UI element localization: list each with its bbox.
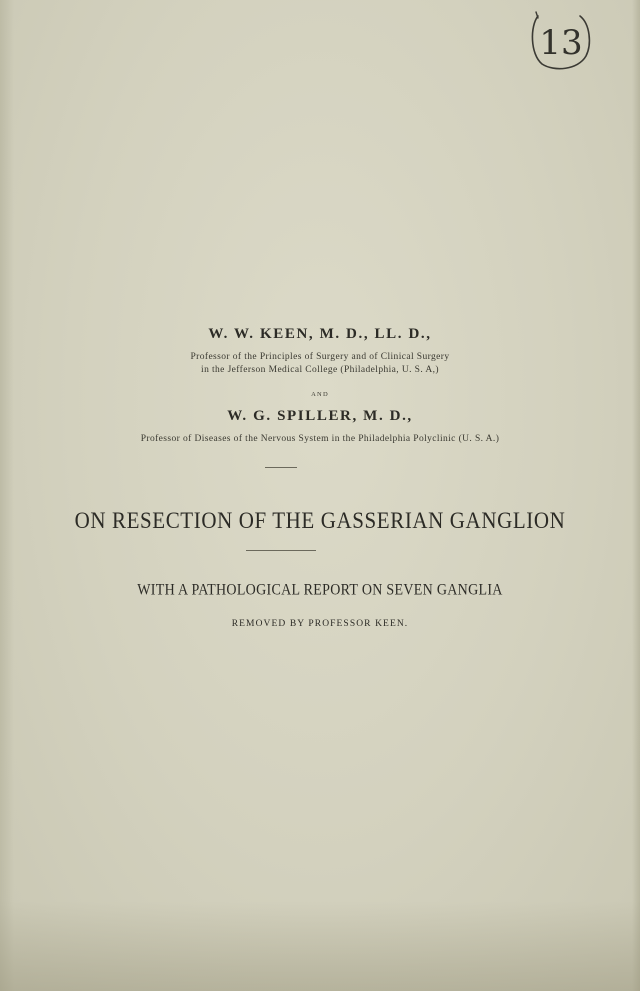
stamp-number: 13: [539, 23, 583, 63]
handwritten-number-stamp: [528, 10, 592, 72]
author-affiliation-line: in the Jefferson Medical College (Philadelphia, U. S. A,): [201, 365, 439, 375]
title-divider: [246, 550, 316, 551]
removed-by-note: REMOVED BY PROFESSOR KEEN.: [231, 619, 409, 629]
page-left-edge-shading: [0, 0, 14, 991]
page-right-edge-shading: [632, 0, 640, 991]
author-affiliation-line: Professor of the Principles of Surgery and of Clinical Surgery: [190, 352, 450, 362]
author-name-keen: W. W. KEEN, M. D., LL. D.,: [208, 326, 432, 342]
page-bottom-wear: [0, 901, 640, 991]
author-conjunction: AND: [311, 391, 329, 398]
document-subtitle: WITH A PATHOLOGICAL REPORT ON SEVEN GANGLIA: [137, 582, 503, 599]
author-name-spiller: W. G. SPILLER, M. D.,: [227, 408, 413, 424]
short-divider: [265, 467, 297, 468]
document-title: ON RESECTION OF THE GASSERIAN GANGLION: [74, 506, 566, 534]
author-affiliation-line: Professor of Diseases of the Nervous System in the Philadelphia Polyclinic (U. S. A.): [140, 434, 500, 444]
